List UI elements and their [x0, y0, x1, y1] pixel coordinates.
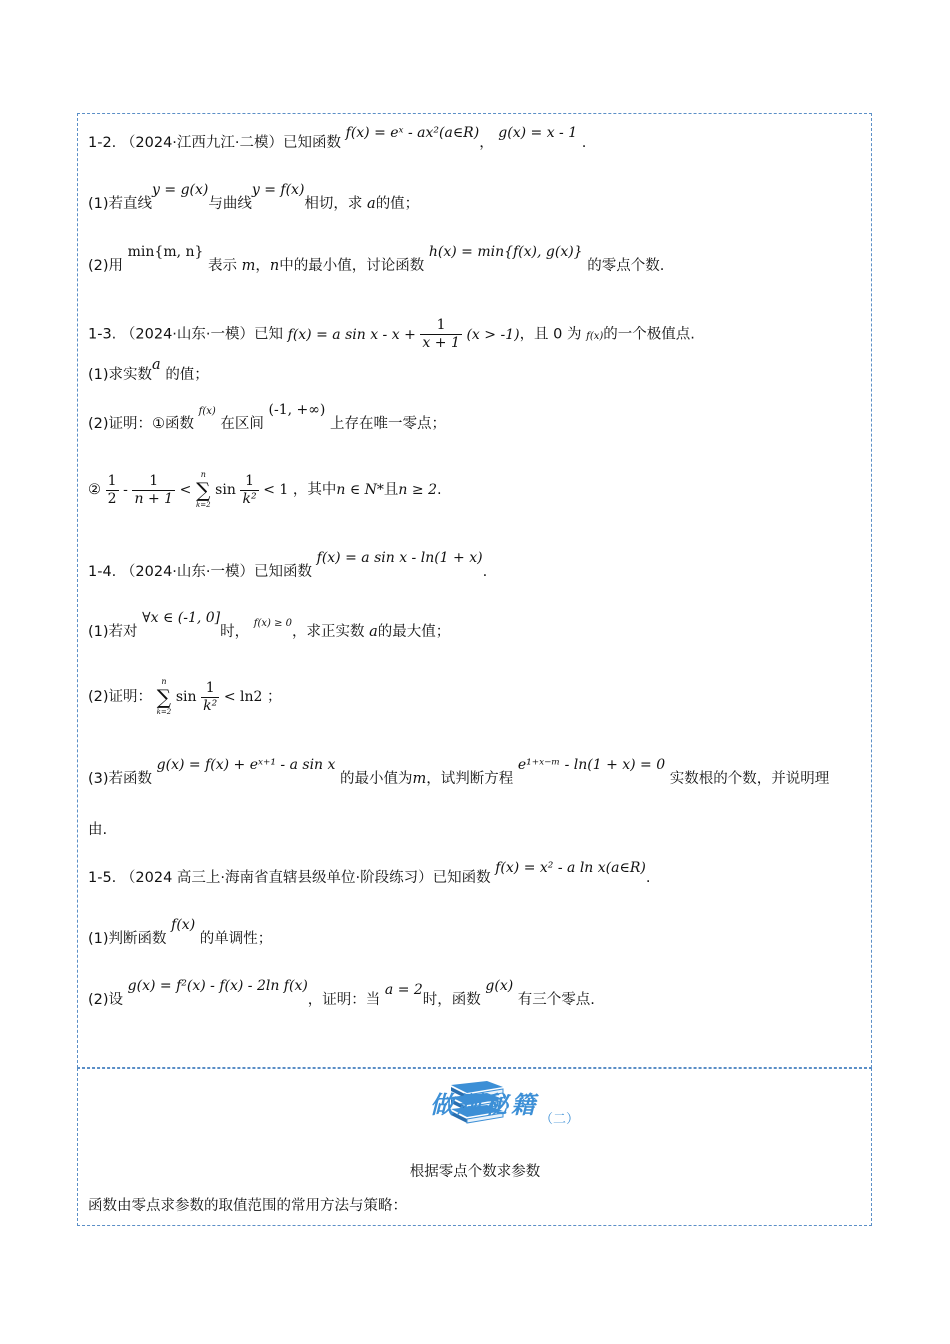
- q12-f-def: f(x) = eˣ - ax²(a∈R): [345, 125, 480, 141]
- q14-part3: (3)若函数 g(x) = f(x) + eˣ⁺¹ - a sin x 的最小值为m，试判断方程 e¹⁺ˣ⁻ᵐ - ln(1 + x) = 0 实数根的个数，并说明理: [88, 757, 830, 787]
- section-intro: 函数由零点求参数的取值范围的常用方法与策略：: [88, 1198, 407, 1214]
- sum-symbol: n ∑ k=2: [196, 470, 211, 509]
- q13-part3: ② $\frac{1}{2}$ - $\frac{1}{n + 1}$ < n ∑ k=2 sin $\frac{1}{\text{k²}}$ < 1 ，其中n ∈ N*且n ≥ 2.: [88, 470, 442, 509]
- q15-part1: (1)判断函数 f(x) 的单调性；: [88, 917, 273, 947]
- q12-part2: (2)用 min{m, n} 表示 m，n中的最小值，讨论函数 h(x) = min{f(x), g(x)} 的零点个数.: [88, 244, 665, 274]
- sum-symbol: n ∑ k=2: [156, 677, 172, 716]
- section-heading: 根据零点个数求参数: [409, 1164, 541, 1180]
- q14-part3-cont: 由.: [88, 822, 108, 838]
- q12-g-def: g(x) = x - 1: [498, 125, 578, 141]
- q13-stem: 1-3. （2024·山东·一模）已知 f(x) = a sin x - x + $\frac{1}{x + 1}$ (x > -1)，且 0 为 f(x)的一个极值点.: [88, 317, 695, 351]
- q15-stem: 1-5. （2024 高三上·海南省直辖县级单位·阶段练习）已知函数 f(x) = x² - a ln x(a∈R).: [88, 860, 651, 886]
- banner-subtitle: （二）: [540, 1112, 580, 1127]
- q14-stem: 1-4. （2024·山东·一模）已知函数 f(x) = a sin x - ln(1 + x).: [88, 550, 488, 580]
- banner-title: 做题秘籍: [430, 1090, 538, 1119]
- q13-part1: (1)求实数a 的值；: [88, 357, 209, 383]
- q13-part2: (2)证明：①函数 $^{f(x)}$ 在区间 (-1, +∞) 上存在唯一零点；: [88, 402, 446, 432]
- q14-part2: (2)证明： n ∑ k=2 sin $\frac{1}{\text{k²}}$ < ln2 ；: [88, 677, 282, 716]
- q13-fraction: $\frac{1}{x + 1}$: [422, 317, 460, 351]
- q15-part2: (2)设 g(x) = f²(x) - f(x) - 2ln f(x)，证明：当 a = 2时，函数 g(x) 有三个零点.: [88, 978, 595, 1008]
- q12-stem: 1-2. （2024·江西九江·二模）已知函数 f(x) = eˣ - ax²(a∈R)， g(x) = x - 1 .: [88, 125, 587, 151]
- q12-part1: (1)若直线y = g(x)与曲线y = f(x)相切，求 a的值；: [88, 182, 420, 212]
- q14-part1: (1)若对 ∀x ∈ (-1, 0]时， $^{f(x) \ge 0}$，求正实数 a的最大值；: [88, 610, 451, 640]
